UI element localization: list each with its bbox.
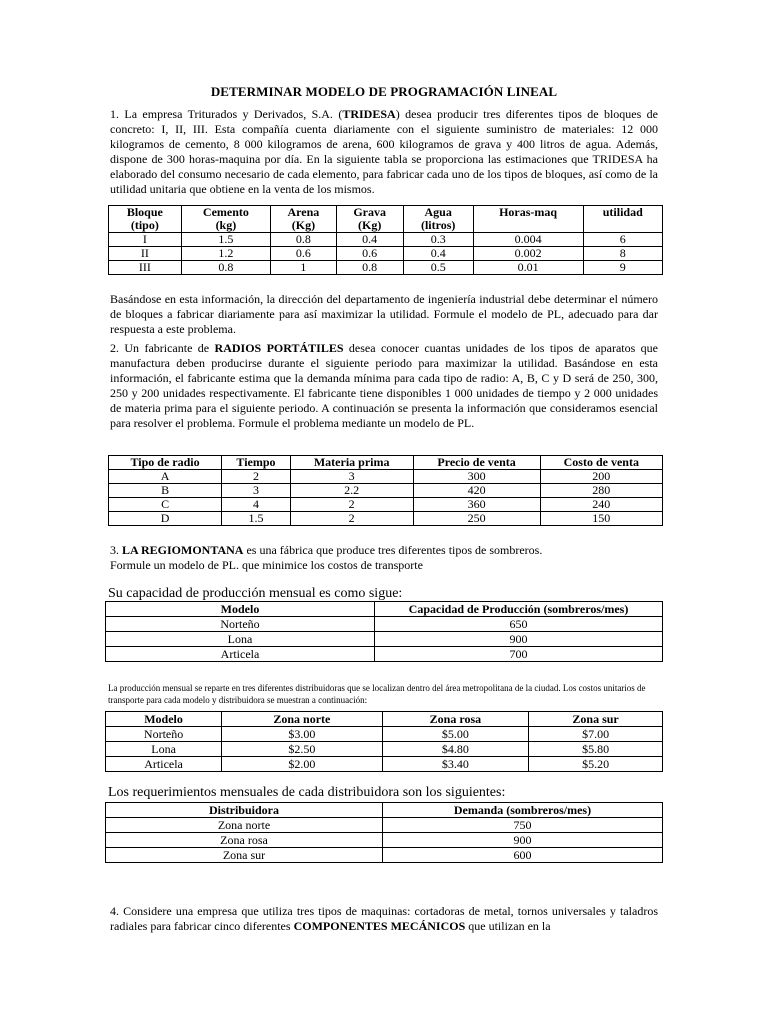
problem-4-paragraph <box>110 904 658 934</box>
table-cell: $5.20 <box>529 757 663 772</box>
table-cell: 0.004 <box>473 233 583 247</box>
header-cell: Agua (litros) <box>403 206 473 233</box>
table-cell: 1.5 <box>222 512 291 526</box>
header-cell: Distribuidora <box>106 803 383 818</box>
table-cell: $2.50 <box>222 742 382 757</box>
table-row <box>106 617 663 632</box>
table-cell: 0.6 <box>336 247 403 261</box>
table-cell: 0.4 <box>403 247 473 261</box>
requirements-subheading: Los requerimientos mensuales de cada distribuidora son los siguientes: <box>108 785 506 800</box>
table-header-row <box>106 803 663 818</box>
table-row <box>109 484 663 498</box>
table-cell: 0.002 <box>473 247 583 261</box>
table-row <box>106 727 663 742</box>
table-cell: 0.8 <box>181 261 271 275</box>
table-cell: 420 <box>413 484 540 498</box>
table-row <box>106 647 663 662</box>
table-cell: 0.6 <box>271 247 337 261</box>
header-cell: Modelo <box>106 712 222 727</box>
componentes-mecanicos-label: COMPONENTES MECÁNICOS <box>293 919 466 933</box>
problem-1-text-a: 1. La empresa Triturados y Derivados, S.A. ( <box>110 107 343 121</box>
table-cell: 0.3 <box>403 233 473 247</box>
table-cell: 0.01 <box>473 261 583 275</box>
table-cell: 250 <box>413 512 540 526</box>
problem-1-text-c: ) desea producir tres diferentes tipos de bloques de concreto: I, II, III. Esta compañía cuenta diariamente con el siguiente suministro de materiales: 12 000 kilogramos de cemento, 8 000 kilogramos de arena, 600 kilogramos de grava y 400 litros de agua. Además, dispone de 300 horas-maquina por día. En la siguiente tabla se proporciona las estimaciones que TRIDESA ha elaborado del consumo necesario de cada elemento, para fabricar cada uno de los tipos de bloques, así como de la utilidad unitaria que obtiene en la venta de los mismos. <box>110 107 658 196</box>
table-row <box>106 833 663 848</box>
table-cell: II <box>109 247 182 261</box>
table-cell: $7.00 <box>529 727 663 742</box>
table-cell: $5.80 <box>529 742 663 757</box>
table-cell: Articela <box>106 757 222 772</box>
problem-2-text-c: desea conocer cuantas unidades de los tipos de aparatos que manufactura deben producirse durante el siguiente periodo para maximizar la utilidad. Basándose en esta información, el fabricante estima que la demanda mínima para cada tipo de radio: A, B, C y D será de 250, 300, 250 y 200 unidades respectivamente. El fabricante tiene disponibles 1 000 unidades de tiempo y 2 000 unidades de materia prima para el siguiente periodo. A continuación se presenta la información que consideramos esencial para resolver el problema. Formule el problema mediante un modelo de PL. <box>110 341 658 430</box>
distribution-note: La producción mensual se reparte en tres diferentes distribuidoras que se localizan dentro del área metropolitana de la ciudad. Los costos unitarios de transporte para cada modelo y distribuidora se muestran a continuación: <box>108 683 646 705</box>
table-cell: 360 <box>413 498 540 512</box>
problem-2-text-a: 2. Un fabricante de <box>110 341 215 355</box>
header-cell: Arena (Kg) <box>271 206 337 233</box>
table-cell: 1.5 <box>181 233 271 247</box>
table-cell: 9 <box>583 261 663 275</box>
table-cell: 2 <box>222 470 291 484</box>
table-cell: 200 <box>540 470 662 484</box>
table-cell: 8 <box>583 247 663 261</box>
table-cell: $5.00 <box>382 727 529 742</box>
header-cell: Zona norte <box>222 712 382 727</box>
table-row <box>106 818 663 833</box>
table-row <box>109 512 663 526</box>
table-header-row <box>106 712 663 727</box>
table-cell: Zona rosa <box>106 833 383 848</box>
header-cell: Demanda (sombreros/mes) <box>383 803 663 818</box>
table-cell: 4 <box>222 498 291 512</box>
table-cell: D <box>109 512 222 526</box>
problem-1-paragraph <box>110 107 658 197</box>
table-cell: 0.8 <box>336 261 403 275</box>
header-cell: Tipo de radio <box>109 456 222 470</box>
table-cell: Zona sur <box>106 848 383 863</box>
table-header-row <box>106 602 663 617</box>
header-cell: Precio de venta <box>413 456 540 470</box>
table-cell: 1.2 <box>181 247 271 261</box>
radios-table <box>108 455 663 526</box>
header-cell: Materia prima <box>290 456 413 470</box>
problem-2-paragraph <box>110 341 658 431</box>
table-cell: 3 <box>222 484 291 498</box>
table-cell: 2 <box>290 498 413 512</box>
table-cell: 150 <box>540 512 662 526</box>
table-cell: 2 <box>290 512 413 526</box>
table-cell: $4.80 <box>382 742 529 757</box>
blocks-table <box>108 205 663 275</box>
table-cell: $3.40 <box>382 757 529 772</box>
table-cell: 6 <box>583 233 663 247</box>
table-row <box>106 632 663 647</box>
table-cell: 280 <box>540 484 662 498</box>
problem-3-text-d: Formule un modelo de PL. que minimice los costos de transporte <box>110 558 423 572</box>
table-cell: 700 <box>375 647 663 662</box>
header-cell: Cemento (kg) <box>181 206 271 233</box>
table-cell: 900 <box>383 833 663 848</box>
table-cell: 650 <box>375 617 663 632</box>
header-cell: Costo de venta <box>540 456 662 470</box>
problem-4-text-c: que utilizan en la <box>465 919 551 933</box>
table-row <box>106 848 663 863</box>
problem-3-text-a: 3. <box>110 543 122 557</box>
problem-3-text-c: es una fábrica que produce tres diferentes tipos de sombreros. <box>243 543 543 557</box>
header-cell: Bloque (tipo) <box>109 206 182 233</box>
table-cell: 2.2 <box>290 484 413 498</box>
header-cell: Zona sur <box>529 712 663 727</box>
table-row <box>106 742 663 757</box>
table-cell: 300 <box>413 470 540 484</box>
header-cell: Horas-maq <box>473 206 583 233</box>
radios-portatiles-label: RADIOS PORTÁTILES <box>214 341 344 355</box>
table-cell: 750 <box>383 818 663 833</box>
capacity-subheading: Su capacidad de producción mensual es como sigue: <box>108 586 403 601</box>
table-row <box>109 261 663 275</box>
table-row <box>106 757 663 772</box>
table-cell: 0.5 <box>403 261 473 275</box>
company-name-tridesa: TRIDESA <box>342 107 396 121</box>
table-cell: $3.00 <box>222 727 382 742</box>
table-cell: Norteño <box>106 617 375 632</box>
table-cell: Zona norte <box>106 818 383 833</box>
table-row <box>109 470 663 484</box>
table-cell: 0.4 <box>336 233 403 247</box>
table-cell: III <box>109 261 182 275</box>
table-cell: 900 <box>375 632 663 647</box>
header-cell: utilidad <box>583 206 663 233</box>
table-cell: 240 <box>540 498 662 512</box>
table-cell: I <box>109 233 182 247</box>
table-header-row <box>109 206 663 233</box>
table-row <box>109 247 663 261</box>
problem-3-paragraph <box>110 543 658 573</box>
table-row <box>109 233 663 247</box>
table-cell: Norteño <box>106 727 222 742</box>
table-cell: 0.8 <box>271 233 337 247</box>
table-cell: B <box>109 484 222 498</box>
table-cell: $2.00 <box>222 757 382 772</box>
header-cell: Modelo <box>106 602 375 617</box>
problem-1-question: Basándose en esta información, la dirección del departamento de ingeniería industrial debe determinar el número de bloques a fabricar diariamente para así maximizar la utilidad. Formule el modelo de PL, adecuado para dar respuesta a este problema. <box>110 292 658 336</box>
page-title: DETERMINAR MODELO DE PROGRAMACIÓN LINEAL <box>210 84 558 99</box>
table-cell: 3 <box>290 470 413 484</box>
header-cell: Zona rosa <box>382 712 529 727</box>
header-cell: Grava (Kg) <box>336 206 403 233</box>
problem-4-text-a: 4. Considere una empresa que utiliza tres tipos de maquinas: cortadoras de metal, tornos universales y taladros radiales para fabricar cinco diferentes <box>110 904 658 933</box>
table-cell: 1 <box>271 261 337 275</box>
table-cell: Articela <box>106 647 375 662</box>
table-cell: C <box>109 498 222 512</box>
capacity-table <box>105 601 663 662</box>
table-cell: A <box>109 470 222 484</box>
table-cell: Lona <box>106 742 222 757</box>
la-regiomontana-label: LA REGIOMONTANA <box>122 543 244 557</box>
transport-cost-table <box>105 711 663 772</box>
table-header-row <box>109 456 663 470</box>
demand-table <box>105 802 663 863</box>
table-cell: Lona <box>106 632 375 647</box>
header-cell: Tiempo <box>222 456 291 470</box>
table-row <box>109 498 663 512</box>
table-cell: 600 <box>383 848 663 863</box>
header-cell: Capacidad de Producción (sombreros/mes) <box>375 602 663 617</box>
